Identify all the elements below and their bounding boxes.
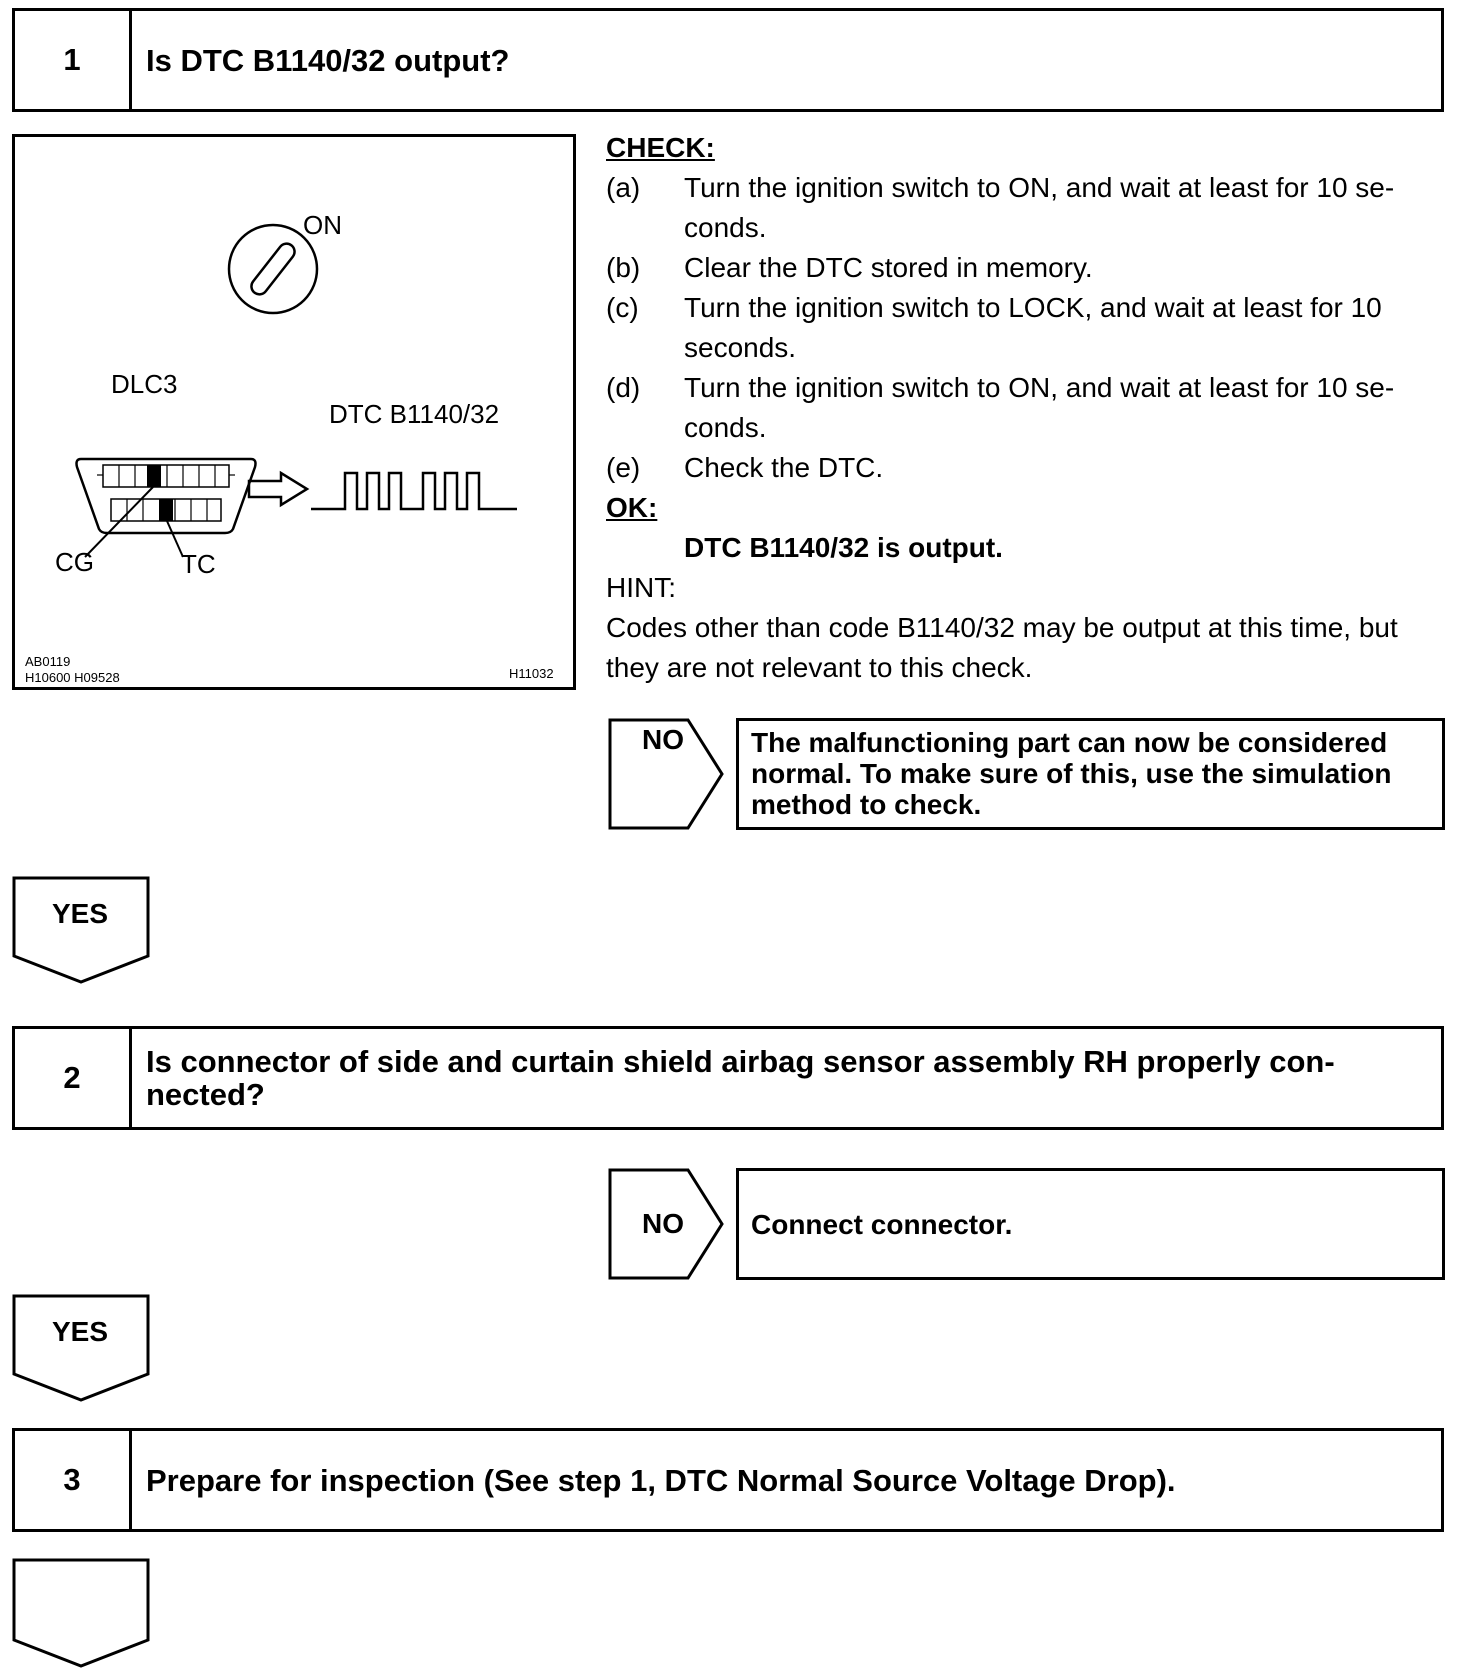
check-item-label: (e) bbox=[606, 452, 641, 483]
yes-arrow-1 bbox=[12, 876, 150, 984]
no-label: NO bbox=[642, 1208, 684, 1239]
signal-arrow-icon bbox=[249, 473, 307, 505]
yes-label: YES bbox=[51, 1316, 109, 1347]
switch-on-label: ON bbox=[303, 210, 342, 240]
yes-label: YES bbox=[51, 898, 109, 929]
check-procedure bbox=[606, 128, 1451, 688]
figure-code-3: H11032 bbox=[509, 666, 554, 681]
step-1-header bbox=[12, 8, 1444, 112]
step-number: 3 bbox=[15, 1431, 132, 1529]
no-label: NO bbox=[642, 724, 684, 755]
yes-arrow-shape bbox=[12, 1294, 150, 1402]
check-item-label: (b) bbox=[606, 252, 641, 283]
check-item-text: Turn the ignition switch to ON, and wait at least for 10 se- conds. bbox=[684, 172, 1395, 243]
step-title: Is connector of side and curtain shield airbag sensor assembly RH properly con- nected? bbox=[146, 1044, 1335, 1112]
check-item bbox=[606, 168, 1451, 248]
check-item-text: Check the DTC. bbox=[684, 452, 884, 483]
dlc3-figure bbox=[12, 134, 576, 690]
check-item bbox=[606, 368, 1451, 448]
step-title: Prepare for inspection (See step 1, DTC Normal Source Voltage Drop). bbox=[146, 1462, 1176, 1498]
no-branch-2 bbox=[608, 1168, 726, 1280]
step-title: Is DTC B1140/32 output? bbox=[146, 42, 510, 78]
signal-label: DTC B1140/32 bbox=[329, 399, 500, 429]
no-branch-1 bbox=[608, 718, 726, 830]
yes-arrow-2 bbox=[12, 1294, 150, 1402]
pin-tc-marker bbox=[159, 499, 173, 521]
check-item-label: (d) bbox=[606, 372, 641, 403]
check-heading: CHECK: bbox=[606, 132, 715, 163]
figure-code-2: H10600 H09528 bbox=[25, 670, 120, 685]
ok-value: DTC B1140/32 is output. bbox=[684, 532, 1003, 563]
result-box-2: Connect connector. bbox=[736, 1168, 1445, 1280]
check-item bbox=[606, 288, 1451, 368]
check-item bbox=[606, 248, 1451, 288]
hint-text: Codes other than code B1140/32 may be output at this time, but they are not relevant to this check. bbox=[606, 612, 1398, 683]
pin-tc-label: TC bbox=[181, 549, 216, 579]
hint-heading: HINT: bbox=[606, 572, 676, 603]
check-item-text: Turn the ignition switch to ON, and wait at least for 10 se- conds. bbox=[684, 372, 1395, 443]
step-3-header bbox=[12, 1428, 1444, 1532]
dlc3-label: DLC3 bbox=[111, 369, 178, 399]
step-number: 1 bbox=[15, 11, 132, 109]
continue-arrow bbox=[12, 1558, 150, 1668]
figure-drawing bbox=[15, 137, 573, 687]
check-item-label: (c) bbox=[606, 292, 639, 323]
step-2-header bbox=[12, 1026, 1444, 1130]
yes-arrow-shape bbox=[12, 876, 150, 984]
check-item-label: (a) bbox=[606, 172, 641, 203]
check-item-text: Clear the DTC stored in memory. bbox=[684, 252, 1093, 283]
continue-arrow-shape bbox=[12, 1558, 150, 1668]
dtc-signal-waveform bbox=[311, 473, 517, 509]
figure-code-1: AB0119 bbox=[25, 654, 71, 669]
pin-cg-marker bbox=[147, 465, 161, 487]
result-box-1: The malfunctioning part can now be considered normal. To make sure of this, use the simulation method to check. bbox=[736, 718, 1445, 830]
step-number: 2 bbox=[15, 1029, 132, 1127]
dlc3-connector-icon bbox=[77, 459, 256, 557]
ok-heading: OK: bbox=[606, 492, 658, 523]
check-item bbox=[606, 448, 1451, 488]
pin-cg-label: CG bbox=[55, 547, 94, 577]
check-item-text: Turn the ignition switch to LOCK, and wait at least for 10 seconds. bbox=[684, 292, 1382, 363]
